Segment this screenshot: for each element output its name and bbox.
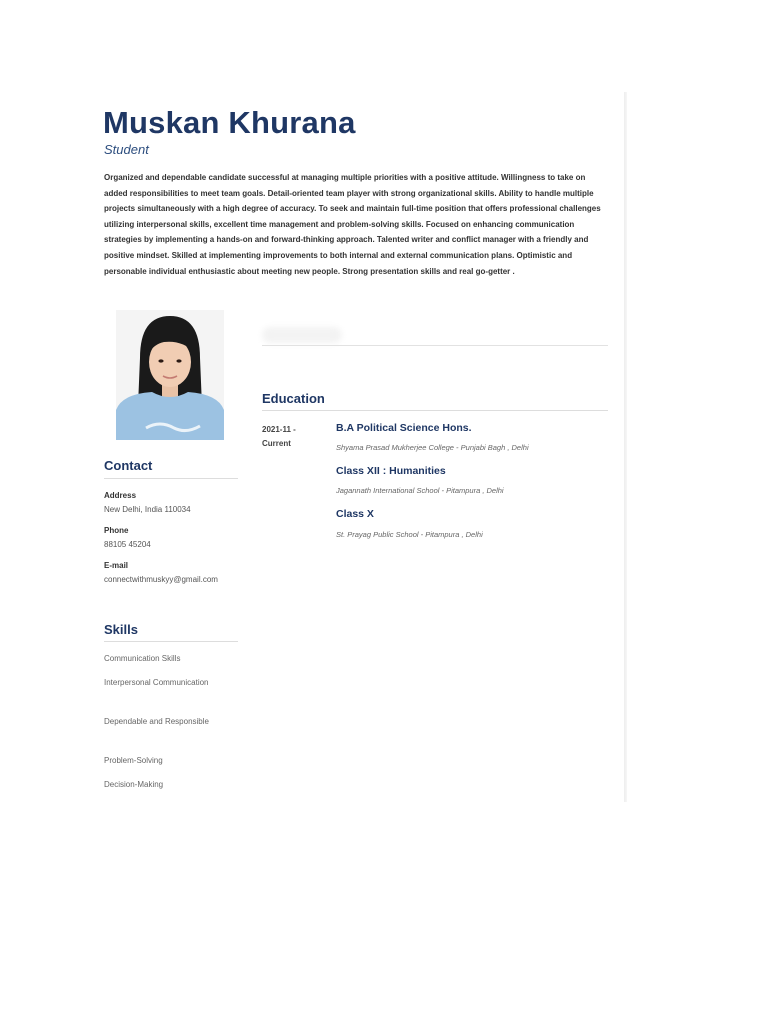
skill-item: Decision-Making bbox=[104, 780, 164, 789]
address-value: New Delhi, India 110034 bbox=[104, 505, 191, 514]
skill-item: Interpersonal Communication bbox=[104, 678, 209, 687]
education-school: St. Prayag Public School - Pitampura , Delhi bbox=[336, 530, 483, 539]
profile-summary: Organized and dependable candidate successful at managing multiple priorities with a positive attitude. Willingness to take on added responsibilities to meet team goals. Detail-oriented team player with strong organizational skills. Ability to handle multiple projects simultaneously with a high degree of accuracy. To seek and maintain full-time position that offers professional challenges utilizing interpersonal skills, excellent time management and problem-solving skills. Focused on enhancing communication strategies by implementing a hands-on and forward-thinking approach. Talented writer and conflict manager with a friendly and positive mindset. Skilled at implementing improvements to both internal and external communication plans. Optimistic and personable individual enthusiastic about meeting new people. Strong presentation skills and real go-getter . bbox=[104, 173, 601, 276]
education-degree: B.A Political Science Hons. bbox=[336, 422, 472, 434]
blurred-heading bbox=[262, 327, 342, 343]
page-edge-shadow bbox=[624, 92, 627, 802]
education-divider bbox=[262, 410, 608, 411]
candidate-name: Muskan Khurana bbox=[103, 105, 356, 140]
phone-value: 88105 45204 bbox=[104, 540, 151, 549]
candidate-role: Student bbox=[104, 142, 149, 157]
skill-item: Problem-Solving bbox=[104, 756, 163, 765]
skill-item: Communication Skills bbox=[104, 654, 181, 663]
education-degree: Class XII : Humanities bbox=[336, 465, 446, 477]
education-degree: Class X bbox=[336, 508, 374, 520]
profile-photo bbox=[116, 310, 224, 440]
education-heading: Education bbox=[262, 391, 325, 406]
contact-heading: Contact bbox=[104, 458, 153, 473]
education-school: Jagannath International School - Pitampura , Delhi bbox=[336, 486, 504, 495]
email-label: E-mail bbox=[104, 561, 129, 570]
skills-divider bbox=[104, 641, 238, 642]
profile-photo-icon bbox=[116, 310, 224, 440]
phone-label: Phone bbox=[104, 526, 129, 535]
contact-divider bbox=[104, 478, 238, 479]
section-divider bbox=[262, 345, 608, 346]
skill-item: Dependable and Responsible bbox=[104, 717, 209, 726]
skills-heading: Skills bbox=[104, 622, 138, 637]
address-label: Address bbox=[104, 491, 137, 500]
email-value: connectwithmuskyy@gmail.com bbox=[104, 575, 218, 584]
education-school: Shyama Prasad Mukherjee College - Punjabi Bagh , Delhi bbox=[336, 443, 529, 452]
education-date: 2021-11 - Current bbox=[262, 425, 296, 448]
